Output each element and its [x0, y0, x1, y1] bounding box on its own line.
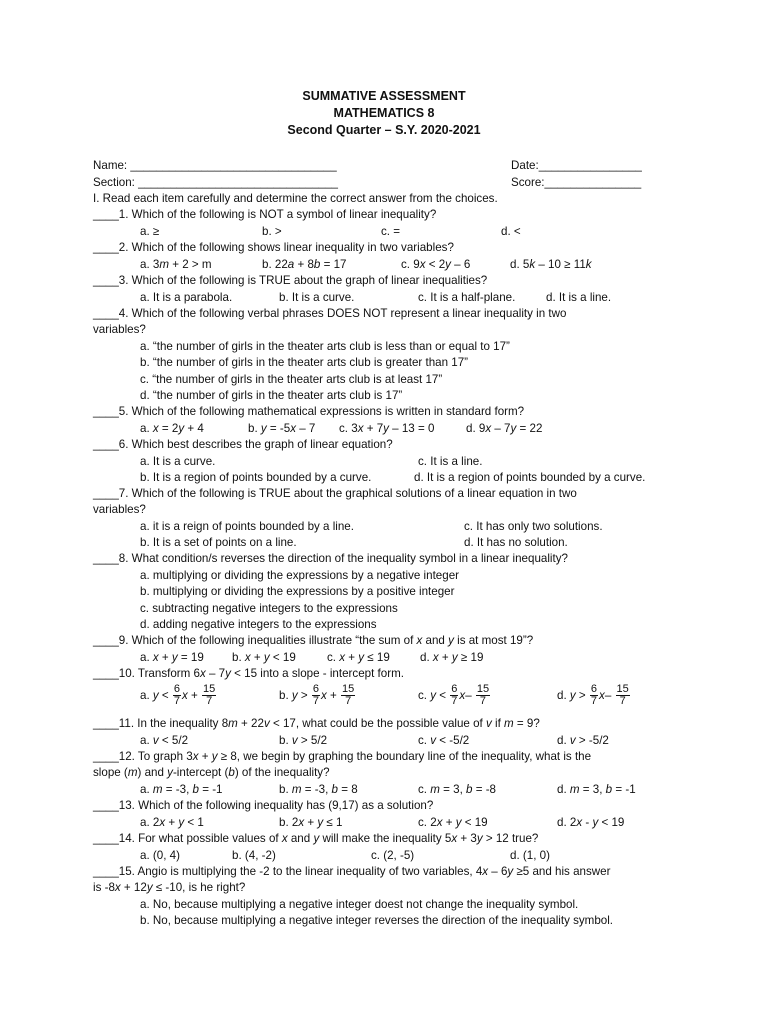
q3-choice-b[interactable]: b. It is a curve. — [279, 291, 355, 304]
q11-choice-d[interactable]: d. v > -5/2 — [557, 734, 609, 747]
question-15-cont: is -8x + 12y ≤ -10, is he right? — [93, 881, 246, 894]
q4-choice-b[interactable]: b. “the number of girls in the theater arts club is greater than 17” — [140, 356, 469, 369]
score-field[interactable]: Score:_______________ — [511, 176, 642, 189]
q15-choice-b[interactable]: b. No, because multiplying a negative integer reverses the direction of the inequality symbol. — [140, 914, 614, 927]
question-3: ____3. Which of the following is TRUE about the graph of linear inequalities? — [93, 274, 488, 287]
question-14: ____14. For what possible values of x and y will make the inequality 5x + 3y > 12 true? — [93, 832, 539, 845]
q5-choice-a[interactable]: a. x = 2y + 4 — [140, 422, 204, 435]
q10-choice-a[interactable]: a. y < $\frac{6}{7}$ x + $\frac{15}{7}$ — [140, 683, 216, 708]
q14-choice-a[interactable]: a. (0, 4) — [140, 849, 180, 862]
q7-choice-a[interactable]: a. it is a reign of points bounded by a line. — [140, 520, 354, 533]
q11-choice-c[interactable]: c. v < -5/2 — [418, 734, 470, 747]
q4-choice-c[interactable]: c. “the number of girls in the theater arts club is at least 17” — [140, 373, 443, 386]
q2-choice-b[interactable]: b. 22a + 8b = 17 — [262, 258, 347, 271]
q5-choice-c[interactable]: c. 3x + 7y – 13 = 0 — [339, 422, 435, 435]
subject: MATHEMATICS 8 — [333, 106, 435, 120]
q1-choice-c[interactable]: c. = — [381, 225, 401, 238]
question-4-cont: variables? — [93, 323, 146, 336]
q7-choice-b[interactable]: b. It is a set of points on a line. — [140, 536, 297, 549]
q13-choice-c[interactable]: c. 2x + y < 19 — [418, 816, 488, 829]
document-header — [0, 88, 768, 139]
q12-choice-a[interactable]: a. m = -3, b = -1 — [140, 783, 223, 796]
question-4: ____4. Which of the following verbal phrases DOES NOT represent a linear inequality in two — [93, 307, 567, 320]
q8-choice-a[interactable]: a. multiplying or dividing the expressions by a negative integer — [140, 569, 460, 582]
instructions: I. Read each item carefully and determine the correct answer from the choices. — [93, 192, 498, 205]
q13-choice-b[interactable]: b. 2x + y ≤ 1 — [279, 816, 343, 829]
q8-choice-c[interactable]: c. subtracting negative integers to the expressions — [140, 602, 398, 615]
question-8: ____8. What condition/s reverses the direction of the inequality symbol in a linear inequality? — [93, 552, 568, 565]
q14-choice-c[interactable]: c. (2, -5) — [371, 849, 415, 862]
question-15: ____15. Angio is multiplying the -2 to the linear inequality of two variables, 4x – 6y ≥5 and his answer — [93, 865, 611, 878]
question-12: ____12. To graph 3x + y ≥ 8, we begin by graphing the boundary line of the inequality, what is the — [93, 750, 592, 763]
q12-choice-d[interactable]: d. m = 3, b = -1 — [557, 783, 636, 796]
name-field[interactable]: Name: ________________________________ — [93, 159, 337, 172]
q2-choice-a[interactable]: a. 3m + 2 > m — [140, 258, 212, 271]
q8-choice-b[interactable]: b. multiplying or dividing the expressions by a positive integer — [140, 585, 455, 598]
q10-choice-d[interactable]: d. y > $\frac{6}{7}$ x– $\frac{15}{7}$ — [557, 683, 629, 708]
q11-choice-a[interactable]: a. v < 5/2 — [140, 734, 189, 747]
q5-choice-b[interactable]: b. y = -5x – 7 — [248, 422, 316, 435]
q14-choice-d[interactable]: d. (1, 0) — [510, 849, 550, 862]
q10-choice-c[interactable]: c. y < $\frac{6}{7}$ x– $\frac{15}{7}$ — [418, 683, 490, 708]
q9-choice-b[interactable]: b. x + y < 19 — [232, 651, 296, 664]
section-field[interactable]: Section: _______________________________ — [93, 176, 338, 189]
q12-choice-c[interactable]: c. m = 3, b = -8 — [418, 783, 497, 796]
q10-choice-b[interactable]: b. y > $\frac{6}{7}$ x + $\frac{15}{7}$ — [279, 683, 355, 708]
question-10: ____10. Transform 6x – 7y < 15 into a slope - intercept form. — [93, 667, 404, 680]
q3-choice-d[interactable]: d. It is a line. — [546, 291, 612, 304]
question-12-cont: slope (m) and y-intercept (b) of the inequality? — [93, 766, 330, 779]
question-11: ____11. In the inequality 8m + 22v < 17, what could be the possible value of v if m = 9? — [93, 717, 540, 730]
q9-choice-c[interactable]: c. x + y ≤ 19 — [327, 651, 390, 664]
q6-choice-d[interactable]: d. It is a region of points bounded by a curve. — [414, 471, 646, 484]
q3-choice-a[interactable]: a. It is a parabola. — [140, 291, 233, 304]
term: Second Quarter – S.Y. 2020-2021 — [287, 123, 481, 137]
q14-choice-b[interactable]: b. (4, -2) — [232, 849, 276, 862]
q13-choice-a[interactable]: a. 2x + y < 1 — [140, 816, 204, 829]
q7-choice-c[interactable]: c. It has only two solutions. — [464, 520, 603, 533]
q6-choice-c[interactable]: c. It is a line. — [418, 455, 483, 468]
q6-choice-b[interactable]: b. It is a region of points bounded by a curve. — [140, 471, 372, 484]
question-9: ____9. Which of the following inequalities illustrate “the sum of x and y is at most 19”? — [93, 634, 534, 647]
q7-choice-d[interactable]: d. It has no solution. — [464, 536, 568, 549]
q12-choice-b[interactable]: b. m = -3, b = 8 — [279, 783, 358, 796]
q11-choice-b[interactable]: b. v > 5/2 — [279, 734, 328, 747]
q6-choice-a[interactable]: a. It is a curve. — [140, 455, 216, 468]
question-1: ____1. Which of the following is NOT a symbol of linear inequality? — [93, 208, 437, 221]
q13-choice-d[interactable]: d. 2x - y < 19 — [557, 816, 625, 829]
q3-choice-c[interactable]: c. It is a half-plane. — [418, 291, 516, 304]
q1-choice-d[interactable]: d. < — [501, 225, 521, 238]
q9-choice-d[interactable]: d. x + y ≥ 19 — [420, 651, 484, 664]
question-2: ____2. Which of the following shows linear inequality in two variables? — [93, 241, 454, 254]
q4-choice-a[interactable]: a. “the number of girls in the theater arts club is less than or equal to 17” — [140, 340, 510, 353]
question-13: ____13. Which of the following inequality has (9,17) as a solution? — [93, 799, 434, 812]
title: SUMMATIVE ASSESSMENT — [302, 89, 466, 103]
question-7: ____7. Which of the following is TRUE about the graphical solutions of a linear equation in two — [93, 487, 577, 500]
q8-choice-d[interactable]: d. adding negative integers to the expressions — [140, 618, 377, 631]
q1-choice-b[interactable]: b. > — [262, 225, 282, 238]
q15-choice-a[interactable]: a. No, because multiplying a negative integer doest not change the inequality symbol. — [140, 898, 579, 911]
question-5: ____5. Which of the following mathematical expressions is written in standard form? — [93, 405, 525, 418]
date-field[interactable]: Date:________________ — [511, 159, 642, 172]
q2-choice-c[interactable]: c. 9x < 2y – 6 — [401, 258, 471, 271]
q2-choice-d[interactable]: d. 5k – 10 ≥ 11k — [510, 258, 592, 271]
q1-choice-a[interactable]: a. ≥ — [140, 225, 160, 238]
question-6: ____6. Which best describes the graph of linear equation? — [93, 438, 393, 451]
q5-choice-d[interactable]: d. 9x – 7y = 22 — [466, 422, 543, 435]
question-7-cont: variables? — [93, 503, 146, 516]
q9-choice-a[interactable]: a. x + y = 19 — [140, 651, 204, 664]
q4-choice-d[interactable]: d. “the number of girls in the theater arts club is 17” — [140, 389, 403, 402]
